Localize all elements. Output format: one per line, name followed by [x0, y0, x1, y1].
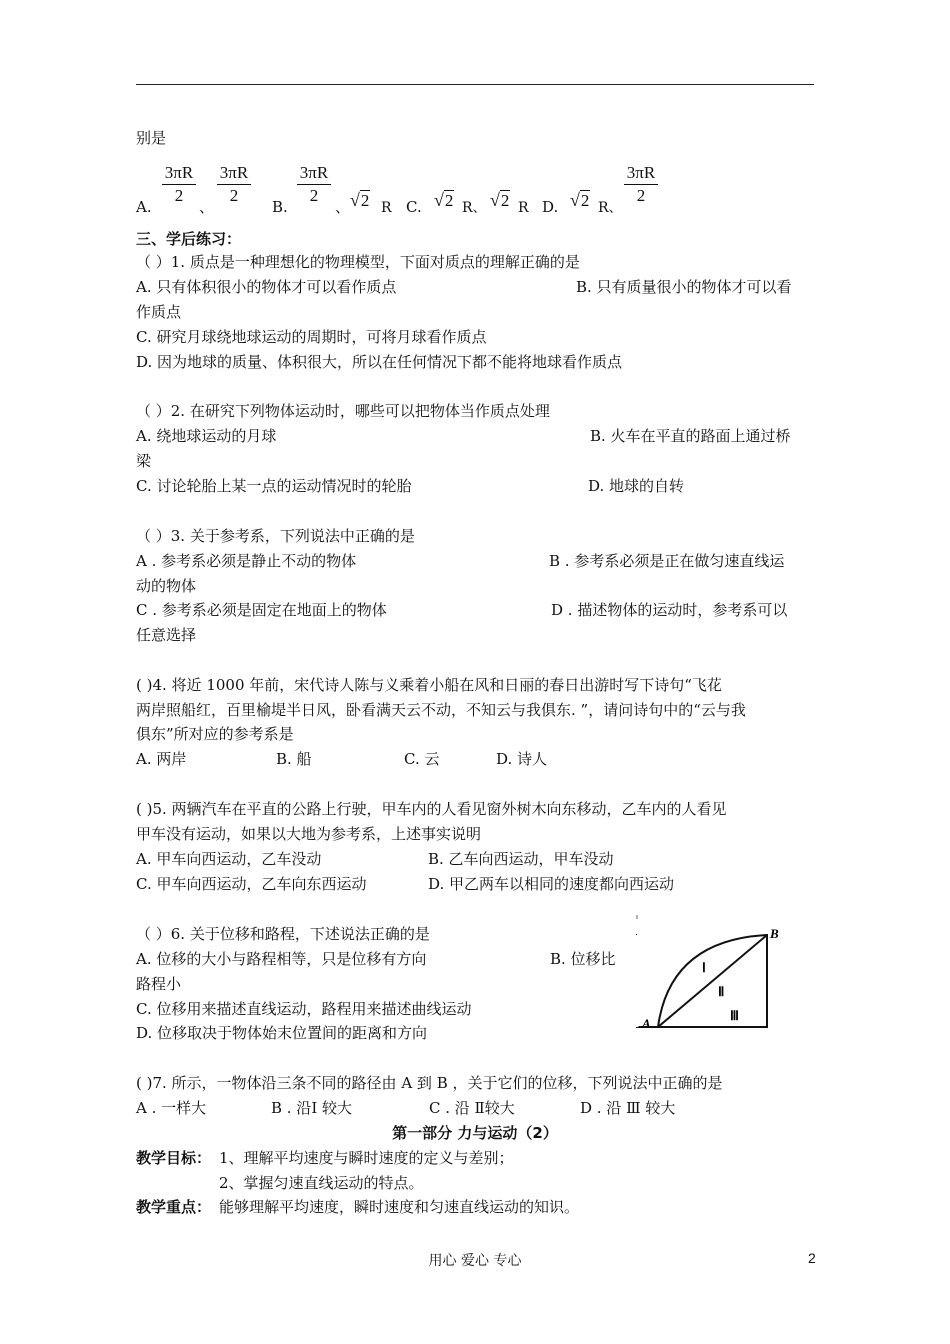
- fraction-numerator: 3πR: [626, 163, 656, 182]
- path-three-outline: [637, 935, 767, 1027]
- q2-option-b: B. 火车在平直的路面上通过桥: [590, 427, 791, 445]
- focus-text: 能够理解平均速度，瞬时速度和匀速直线运动的知识。: [219, 1198, 580, 1216]
- fraction-a1: [162, 162, 196, 207]
- goals-label: 教学目标：: [136, 1149, 212, 1167]
- q3-stem: （ ）3. 关于参考系，下列说法中正确的是: [136, 527, 415, 545]
- q1-option-b: B. 只有质量很小的物体才可以看: [576, 278, 792, 296]
- sqrt-d: [570, 189, 590, 212]
- q1-stem: （ ）1. 质点是一种理想化的物理模型，下面对质点的理解正确的是: [136, 253, 580, 271]
- radius-separator: R、: [598, 200, 623, 216]
- fraction-denominator: 2: [624, 184, 658, 207]
- q2-option-d: D. 地球的自转: [588, 477, 685, 495]
- focus-label: 教学重点：: [136, 1198, 212, 1216]
- path-diagram: [630, 910, 790, 1035]
- fraction-numerator: 3πR: [299, 163, 329, 182]
- q7-stem: ( )7. 所示，一物体沿三条不同的路径由 A 到 B ，关于它们的位移，下列说法中正确的是: [136, 1074, 723, 1092]
- radius-symbol: R: [381, 200, 392, 216]
- sqrt-c1: [434, 189, 454, 212]
- fraction-d: [624, 162, 658, 207]
- point-b-label: B: [770, 926, 779, 941]
- radicand: 2: [500, 191, 510, 210]
- q4-option-a: A. 两岸: [136, 750, 187, 768]
- page-footer: 用心 爱心 专心: [428, 1253, 522, 1269]
- path-three-label: Ⅲ: [730, 1008, 739, 1023]
- q6-option-b-cont: 路程小: [136, 975, 182, 993]
- sqrt-icon: √: [570, 190, 580, 210]
- q1-option-a: A. 只有体积很小的物体才可以看作质点: [136, 278, 397, 296]
- part-title: 第一部分 力与运动（2）: [392, 1124, 558, 1142]
- q1-option-b-cont: 作质点: [136, 303, 182, 321]
- point-a-label: A: [642, 1016, 651, 1031]
- fraction-b1: [297, 162, 331, 207]
- sqrt-c2: [490, 189, 510, 212]
- goal-two: 2、掌握匀速直线运动的特点。: [219, 1174, 424, 1192]
- q5-option-c: C. 甲车向西运动，乙车向东西运动: [136, 875, 367, 893]
- option-b-label: B.: [272, 198, 288, 216]
- separator: 、: [335, 198, 351, 216]
- q3-option-d-cont: 任意选择: [136, 626, 197, 644]
- section-title: 三、学后练习：: [136, 230, 242, 248]
- sqrt-b: [350, 189, 370, 212]
- q5-option-b: B. 乙车向西运动，甲车没动: [428, 850, 614, 868]
- q5-option-d: D. 甲乙两车以相同的速度都向西运动: [428, 875, 675, 893]
- q5-line2: 甲车没有运动，如果以大地为参考系，上述事实说明: [136, 825, 482, 843]
- q3-option-b: B . 参考系必须是正在做匀速直线运: [549, 552, 785, 570]
- option-d-label: D.: [542, 198, 559, 216]
- sqrt-icon: √: [490, 190, 500, 210]
- q4-option-b: B. 船: [276, 750, 312, 768]
- radicand: 2: [444, 191, 454, 210]
- q6-stem: （ ）6. 关于位移和路程，下述说法正确的是: [136, 925, 430, 943]
- q1-option-c: C. 研究月球绕地球运动的周期时，可将月球看作质点: [136, 328, 487, 346]
- q4-line3: 俱东”所对应的参考系是: [136, 725, 294, 743]
- q7-option-c: C . 沿 Ⅱ较大: [429, 1099, 515, 1117]
- path-two-label: Ⅱ: [718, 984, 725, 999]
- q7-option-a: A . 一样大: [136, 1099, 207, 1117]
- fraction-denominator: 2: [162, 184, 196, 207]
- q2-option-c: C. 讨论轮胎上某一点的运动情况时的轮胎: [136, 477, 412, 495]
- q3-option-a: A . 参考系必须是静止不动的物体: [136, 552, 357, 570]
- q4-line2: 两岸照船红，百里榆堤半日风，卧看满天云不动，不知云与我俱东. ”，请问诗句中的“云与我: [136, 701, 746, 719]
- separator: 、: [199, 198, 215, 216]
- radicand: 2: [580, 191, 590, 210]
- q7-option-b: B . 沿Ⅰ 较大: [271, 1099, 353, 1117]
- option-c-label: C.: [406, 198, 422, 216]
- q4-option-c: C. 云: [404, 750, 440, 768]
- page-number: 2: [808, 1250, 816, 1266]
- q5-line1: ( )5. 两辆汽车在平直的公路上行驶，甲车内的人看见窗外树木向东移动，乙车内的人看见: [136, 800, 727, 818]
- q2-stem: （ ）2. 在研究下列物体运动时，哪些可以把物体当作质点处理: [136, 402, 550, 420]
- fraction-a2: [217, 162, 251, 207]
- radius-separator: R、: [462, 200, 487, 216]
- q3-option-d: D . 描述物体的运动时，参考系可以: [551, 601, 788, 619]
- radius-symbol: R: [518, 200, 529, 216]
- header-rule: [136, 84, 814, 85]
- fraction-numerator: 3πR: [164, 163, 194, 182]
- continued-text: 别是: [136, 129, 167, 147]
- q3-option-c: C . 参考系必须是固定在地面上的物体: [136, 601, 387, 619]
- q2-option-b-cont: 梁: [136, 452, 152, 470]
- q4-option-d: D. 诗人: [496, 750, 548, 768]
- q1-option-d: D. 因为地球的质量、体积很大，所以在任何情况下都不能将地球看作质点: [136, 353, 623, 371]
- q6-option-d: D. 位移取决于物体始末位置间的距离和方向: [136, 1024, 428, 1042]
- q6-option-b: B. 位移比: [550, 950, 616, 968]
- q4-line1: ( )4. 将近 1000 年前，宋代诗人陈与义乘着小船在风和日丽的春日出游时写下诗句“飞花: [136, 676, 722, 694]
- goal-one: 1、理解平均速度与瞬时速度的定义与差别；: [219, 1149, 514, 1167]
- path-one-label: Ⅰ: [702, 960, 706, 975]
- fraction-numerator: 3πR: [219, 163, 249, 182]
- option-a-label: A.: [136, 198, 152, 216]
- sqrt-icon: √: [434, 190, 444, 210]
- q6-option-c: C. 位移用来描述直线运动，路程用来描述曲线运动: [136, 1000, 472, 1018]
- sqrt-icon: √: [350, 190, 360, 210]
- fraction-denominator: 2: [217, 184, 251, 207]
- fraction-denominator: 2: [297, 184, 331, 207]
- q3-option-b-cont: 动的物体: [136, 577, 197, 595]
- q5-option-a: A. 甲车向西运动，乙车没动: [136, 850, 322, 868]
- q7-option-d: D . 沿 Ⅲ 较大: [580, 1099, 676, 1117]
- q6-option-a: A. 位移的大小与路程相等，只是位移有方向: [136, 950, 427, 968]
- radicand: 2: [360, 191, 370, 210]
- q2-option-a: A. 绕地球运动的月球: [136, 427, 277, 445]
